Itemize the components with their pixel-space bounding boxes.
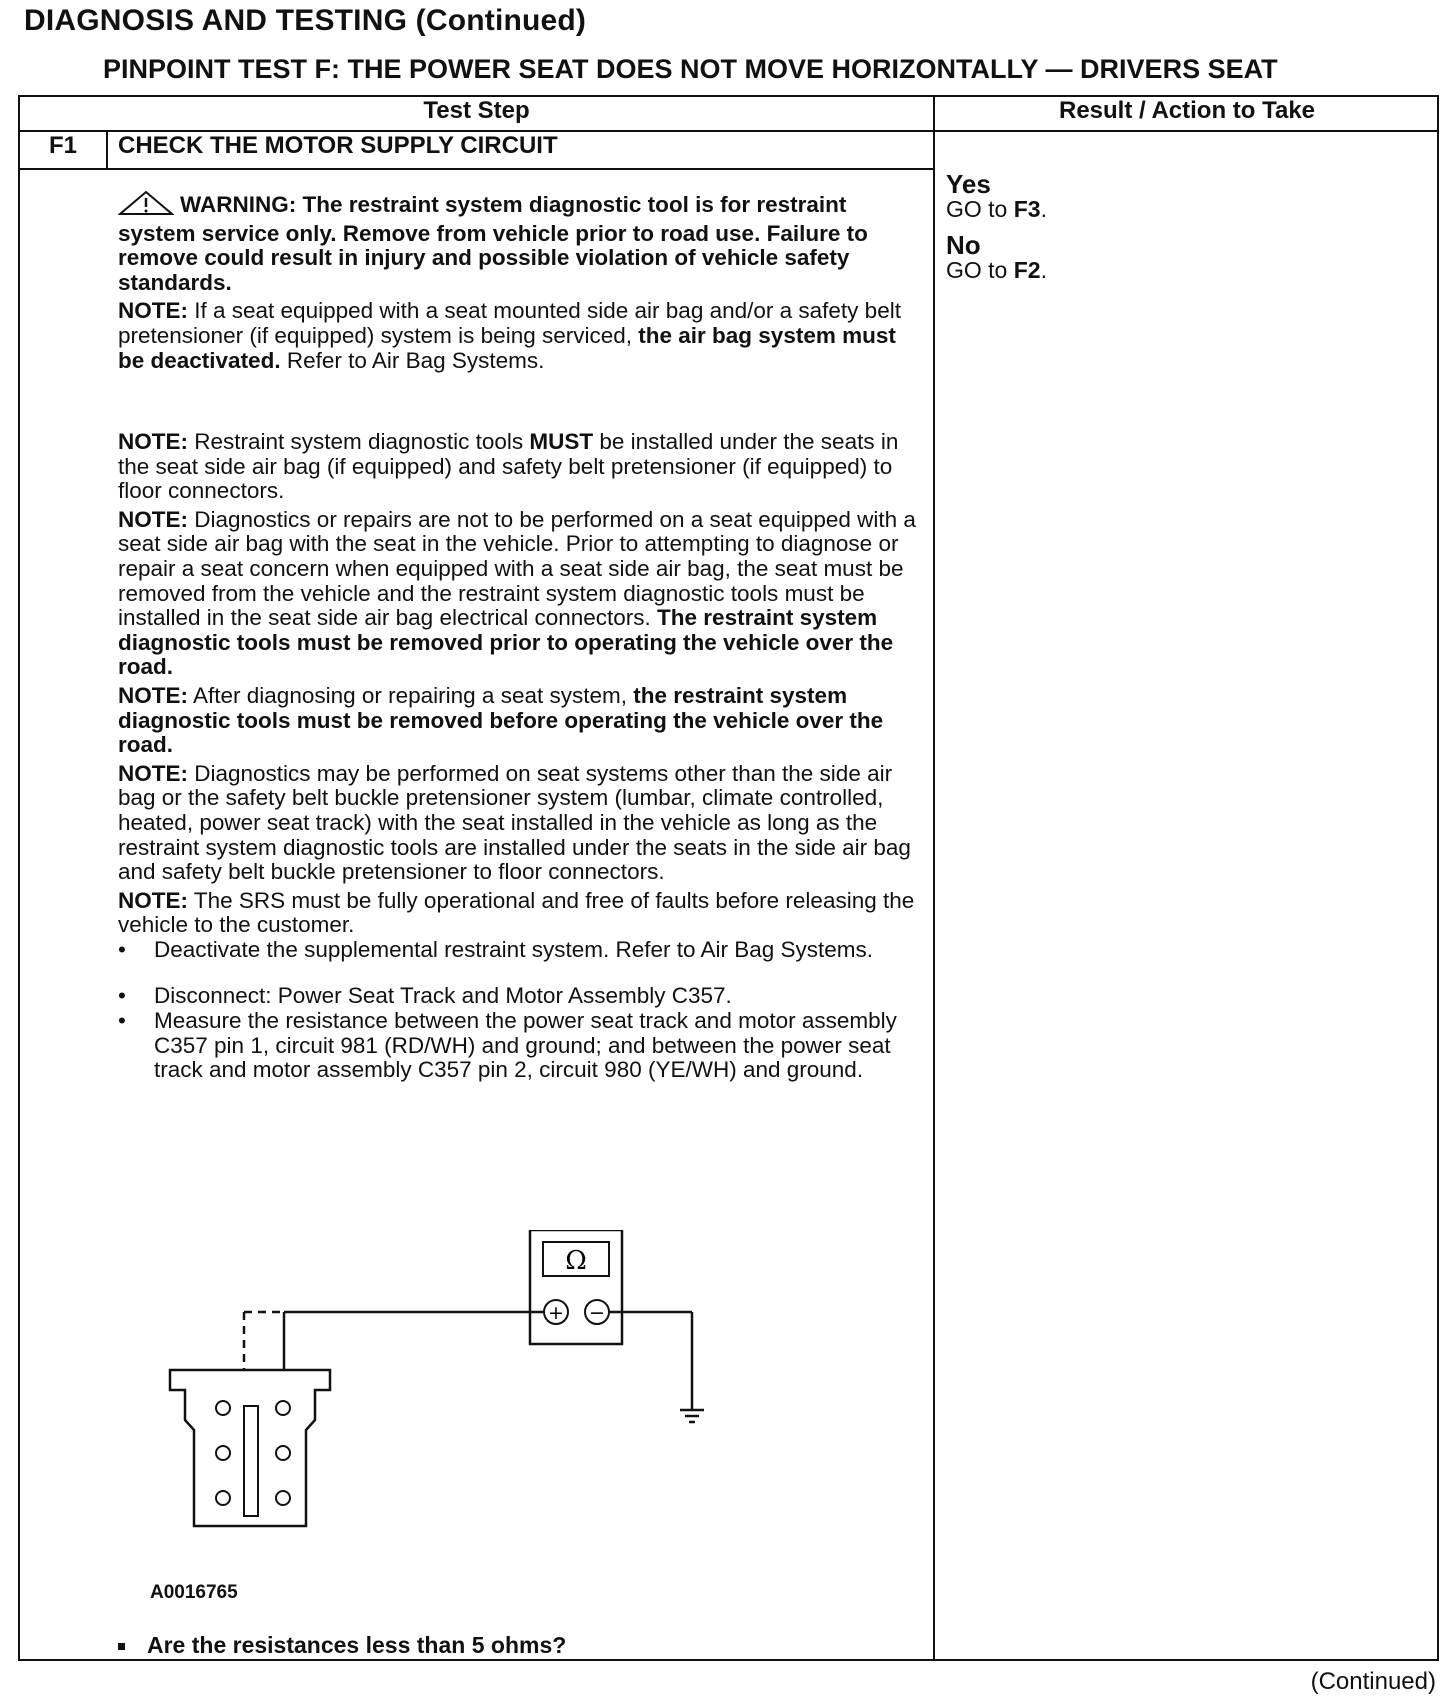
note-emphasis: the air bag system must be deactivated. <box>118 322 896 373</box>
procedure-list <box>118 938 918 1083</box>
ground-symbol <box>680 1410 704 1422</box>
positive-sign: + <box>548 1302 564 1324</box>
warning-text: WARNING: The restraint system diagnostic tool is for restraint system service only. Remove from vehicle prior to road use. Failure to remove could result in injury and possible violation of vehicle safety standards. <box>118 192 868 295</box>
yes-target-link[interactable]: F3 <box>1013 196 1041 222</box>
list-item: • Disconnect: Power Seat Track and Motor Assembly C357. <box>118 984 918 1009</box>
note-text: Restraint system diagnostic tools <box>188 429 530 454</box>
negative-sign: − <box>589 1302 605 1324</box>
no-label: No <box>946 230 981 260</box>
bullet-square-icon <box>118 1643 125 1650</box>
note-label: NOTE: <box>118 429 188 454</box>
note-label: NOTE: <box>118 298 188 324</box>
connector-pin <box>216 1446 230 1460</box>
list-item: • Measure the resistance between the power seat track and motor assembly C357 pin 1, circuit 981 (RD/WH) and ground; and between the power seat track and motor assembly C357 pin 2, circuit 980 (YE/WH) and ground. <box>118 1009 918 1083</box>
connector-pin <box>276 1491 290 1505</box>
connector-pin <box>276 1401 290 1415</box>
step-title-divider <box>18 168 934 170</box>
note-text: The SRS must be fully operational and free of faults before releasing the vehicle to the customer. <box>118 887 915 938</box>
pinpoint-test-title: PINPOINT TEST F: THE POWER SEAT DOES NOT MOVE HORIZONTALLY — DRIVERS SEAT <box>103 54 1278 84</box>
result-no <box>946 230 1047 283</box>
step-number-divider <box>106 131 108 169</box>
note-text: be installed under the seats in the seat side air bag (if equipped) and safety belt pretensioner (if equipped) to floor connectors. <box>118 429 899 504</box>
note-text: If a seat equipped with a seat mounted side air bag and/or a safety belt pretensioner (if equipped) system is being serviced, <box>118 298 901 348</box>
connector-pin <box>216 1401 230 1415</box>
result-yes <box>946 169 1047 222</box>
no-action: GO to F2. <box>946 257 1047 283</box>
note-label: NOTE: <box>118 682 188 708</box>
note-text: Diagnostics may be performed on seat systems other than the side air bag or the safety belt buckle pretensioner system (lumbar, climate controlled, heated, power seat track) with the seat installed in the vehicle as long as the restraint system diagnostic tools are installed under the seats in the side air bag and safety belt buckle pretensioner to floor connectors. <box>118 760 911 885</box>
note-label: NOTE: <box>118 506 188 532</box>
note-text: After diagnosing or repairing a seat system, <box>188 682 634 708</box>
warning-triangle-icon <box>118 190 180 222</box>
ohm-symbol: Ω <box>565 1246 587 1276</box>
list-item: • Deactivate the supplemental restraint system. Refer to Air Bag Systems. <box>118 938 918 963</box>
note-tail: Refer to Air Bag Systems. <box>280 347 545 373</box>
question-text: Are the resistances less than 5 ohms? <box>147 1632 567 1658</box>
connector-pin <box>216 1491 230 1505</box>
note-label: NOTE: <box>118 887 188 913</box>
notes-block <box>118 430 918 1083</box>
warning-block <box>118 190 918 373</box>
no-target-link[interactable]: F2 <box>1013 257 1041 283</box>
yes-label: Yes <box>946 169 991 199</box>
yes-action: GO to F3. <box>946 196 1047 222</box>
column-divider <box>933 95 935 1661</box>
note-emphasis: the restraint system diagnostic tools must be removed before operating the vehicle over the road. <box>118 682 884 758</box>
step-title: CHECK THE MOTOR SUPPLY CIRCUIT <box>118 132 558 159</box>
connector-pin <box>276 1446 290 1460</box>
note-text: Diagnostics or repairs are not to be performed on a seat equipped with a seat side air bag with the seat in the vehicle. Prior to attempting to diagnose or repair a seat concern when equipped with a seat side air bag, the seat must be removed from the vehicle and the restraint system diagnostic tools must be installed in the seat side air bag electrical connectors. <box>118 506 916 631</box>
test-question <box>118 1632 566 1659</box>
page-title: DIAGNOSIS AND TESTING (Continued) <box>24 4 587 37</box>
note-label: NOTE: <box>118 760 188 786</box>
connector-key <box>244 1406 258 1516</box>
note-emphasis: The restraint system diagnostic tools must be removed prior to operating the vehicle over the road. <box>118 605 894 680</box>
ohmmeter-diagram <box>160 1230 760 1550</box>
header-result-action: Result / Action to Take <box>1058 97 1316 124</box>
continued-label: (Continued) <box>1310 1668 1436 1695</box>
note-emphasis: MUST <box>529 429 594 454</box>
step-number: F1 <box>48 132 77 159</box>
figure-id: A0016765 <box>150 1582 238 1603</box>
header-test-step: Test Step <box>423 97 530 124</box>
